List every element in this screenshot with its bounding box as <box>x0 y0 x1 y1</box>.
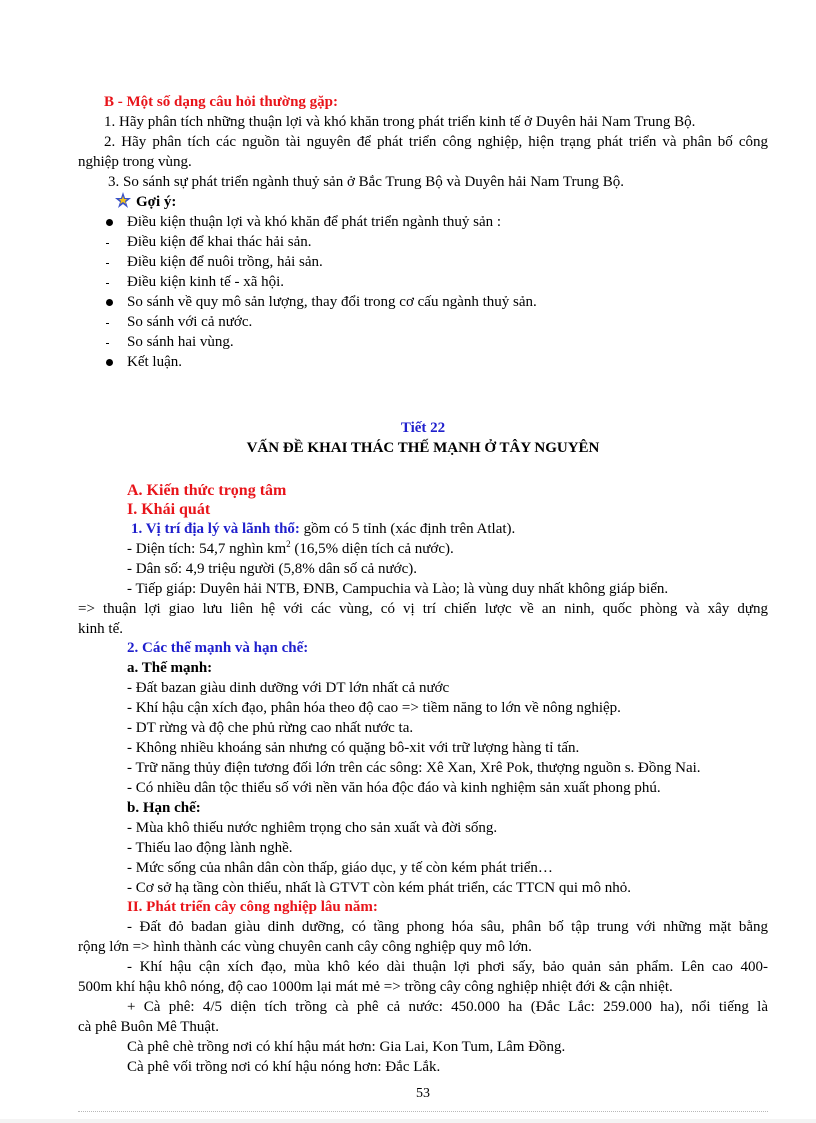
advantage-line-1: => thuận lợi giao lưu liên hệ với các vùng, có vị trí chiến lược về an ninh, quốc phòng và xây dựng <box>78 601 768 617</box>
strength-item: - Không nhiều khoáng sản nhưng có quặng bô-xit với trữ lượng hàng tỉ tấn. <box>127 740 580 756</box>
robusta-line: Cà phê vối trồng nơi có khí hậu nóng hơn: Đắc Lắk. <box>127 1059 441 1075</box>
hint-item-6: So sánh với cả nước. <box>127 314 253 330</box>
strength-item: - Trữ năng thủy điện tương đối lớn trên các sông: Xê Xan, Xrê Pok, thượng nguồn s. Đồng Nai. <box>127 760 701 776</box>
dash-icon <box>106 323 109 324</box>
question-1: 1. Hãy phân tích những thuận lợi và khó khăn trong phát triển kinh tế ở Duyên hải Nam Trung Bộ. <box>104 114 696 130</box>
dash-icon <box>106 283 109 284</box>
location-label: 1. Vị trí địa lý và lãnh thổ: <box>131 521 300 537</box>
dash-icon <box>106 263 109 264</box>
bullet-icon <box>106 299 113 306</box>
bullet-icon <box>106 359 113 366</box>
hint-item-2: Điều kiện để khai thác hải sản. <box>127 234 312 250</box>
overview-heading: I. Khái quát <box>127 501 211 518</box>
limit-item: - Mùa khô thiếu nước nghiêm trọng cho sản xuất và đời sống. <box>127 820 498 836</box>
location-text: gồm có 5 tỉnh (xác định trên Atlat). <box>299 521 516 537</box>
page-edge <box>0 1119 816 1123</box>
strength-item: - Khí hậu cận xích đạo, phân hóa theo độ cao => tiềm năng to lớn về nông nghiệp. <box>127 700 621 716</box>
hint-item-4: Điều kiện kinh tế - xã hội. <box>127 274 285 290</box>
hint-item-3: Điều kiện để nuôi trồng, hải sản. <box>127 254 323 270</box>
question-2-line-2: nghiệp trong vùng. <box>78 154 192 170</box>
borders-line: - Tiếp giáp: Duyên hải NTB, ĐNB, Campuchia và Lào; là vùng duy nhất không giáp biển. <box>127 581 669 597</box>
part-ii-title: II. Phát triển cây công nghiệp lâu năm: <box>127 899 378 915</box>
strength-item: - Có nhiều dân tộc thiểu số với nền văn hóa độc đáo và kinh nghiệm sản xuất phong phú. <box>127 780 661 796</box>
bullet-icon <box>106 219 113 226</box>
hint-item-8: Kết luận. <box>127 354 182 370</box>
question-3: 3. So sánh sự phát triển ngành thuỷ sản ở Bắc Trung Bộ và Duyên hải Nam Trung Bộ. <box>108 174 625 190</box>
limit-item: - Mức sống của nhân dân còn thấp, giáo dục, y tế còn kém phát triển… <box>127 860 553 876</box>
coffee-line-2: cà phê Buôn Mê Thuật. <box>78 1019 219 1035</box>
location-line <box>131 519 515 539</box>
hint-star-icon <box>114 191 132 209</box>
footer-divider <box>78 1111 768 1112</box>
tea-coffee-line: Cà phê chè trồng nơi có khí hậu mát hơn: Gia Lai, Kon Tum, Lâm Đồng. <box>127 1039 566 1055</box>
strength-item: - DT rừng và độ che phủ rừng cao nhất nước ta. <box>127 720 414 736</box>
area-suffix: (16,5% diện tích cả nước). <box>290 541 454 557</box>
dash-icon <box>106 343 109 344</box>
part-ii-p2-line-1: - Khí hậu cận xích đạo, mùa khô kéo dài thuận lợi phơi sấy, bảo quản sản phẩm. Lên cao 400- <box>127 959 768 975</box>
area-prefix: - Diện tích: 54,7 nghìn km <box>127 541 287 557</box>
hint-label: Gợi ý: <box>136 194 177 210</box>
page-number: 53 <box>416 1086 430 1101</box>
part-ii-p1-line-1: - Đất đỏ badan giàu dinh dưỡng, có tầng phong hóa sâu, phân bố tập trung với những mặt bằng <box>127 919 768 935</box>
part-ii-p2-line-2: 500m khí hậu khô nóng, độ cao 1000m lại mát mẻ => trồng cây công nghiệp nhiệt đới & cận nhiệt. <box>78 979 673 995</box>
part-ii-p1-line-2: rộng lớn => hình thành các vùng chuyên canh cây công nghiệp quy mô lớn. <box>78 939 532 955</box>
strengths-label: a. Thế mạnh: <box>127 660 213 676</box>
limits-label: b. Hạn chế: <box>127 800 201 816</box>
area-superscript: 2 <box>286 539 291 549</box>
strengths-title: 2. Các thế mạnh và hạn chế: <box>127 640 309 656</box>
limit-item: - Cơ sở hạ tầng còn thiếu, nhất là GTVT còn kém phát triển, các TTCN qui mô nhỏ. <box>127 880 631 896</box>
coffee-line-1: + Cà phê: 4/5 diện tích trồng cà phê cả nước: 450.000 ha (Đắc Lắc: 259.000 ha), nổi tiếng là <box>127 999 768 1015</box>
section-b-title: B - Một số dạng câu hỏi thường gặp: <box>104 94 339 110</box>
population-line: - Dân số: 4,9 triệu người (5,8% dân số cả nước). <box>127 561 417 577</box>
dash-icon <box>106 243 109 244</box>
question-2-line-1: 2. Hãy phân tích các nguồn tài nguyên để phát triển công nghiệp, hiện trạng phát triển và phân bố công <box>104 134 768 150</box>
area-line <box>127 539 454 559</box>
part-a-title: A. Kiến thức trọng tâm <box>127 482 287 499</box>
limit-item: - Thiếu lao động lành nghề. <box>127 840 293 856</box>
advantage-line-2: kinh tế. <box>78 621 123 637</box>
hint-item-7: So sánh hai vùng. <box>127 334 234 350</box>
hint-item-1: Điều kiện thuận lợi và khó khăn để phát triển ngành thuỷ sản : <box>127 214 502 230</box>
lesson-title: VẤN ĐỀ KHAI THÁC THẾ MẠNH Ở TÂY NGUYÊN <box>246 440 600 456</box>
lesson-number: Tiết 22 <box>400 420 446 436</box>
strength-item: - Đất bazan giàu dinh dưỡng với DT lớn nhất cả nước <box>127 680 450 696</box>
hint-item-5: So sánh về quy mô sản lượng, thay đổi trong cơ cấu ngành thuỷ sản. <box>127 294 537 310</box>
